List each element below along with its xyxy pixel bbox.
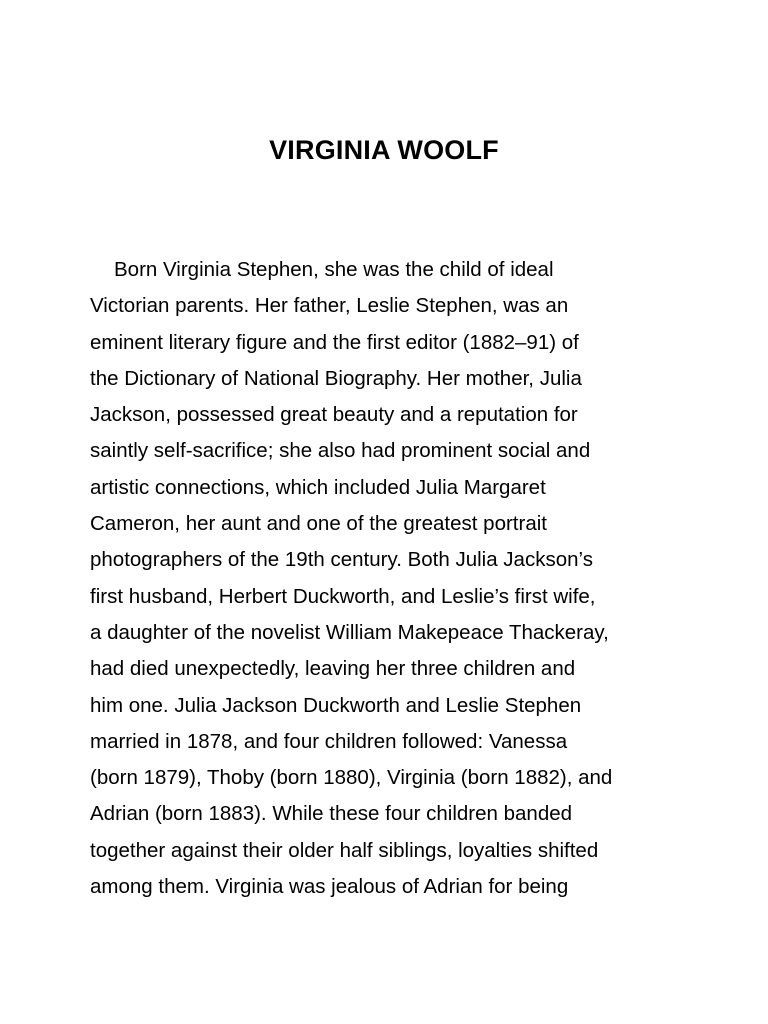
paragraph-line: first husband, Herbert Duckworth, and Leslie’s first wife, (90, 584, 596, 608)
paragraph-line: (born 1879), Thoby (born 1880), Virginia (born 1882), and (90, 766, 613, 790)
document-title: VIRGINIA WOOLF (269, 135, 499, 165)
paragraph-line: Born Virginia Stephen, she was the child of ideal (114, 258, 554, 281)
paragraph-line: photographers of the 19th century. Both Julia Jackson’s (90, 548, 593, 572)
paragraph-line: Adrian (born 1883). While these four children banded (90, 802, 573, 826)
paragraph-line: a daughter of the novelist William Makepeace Thackeray, (90, 620, 609, 644)
paragraph-line: artistic connections, which included Julia Margaret (90, 475, 546, 499)
paragraph-line: among them. Virginia was jealous of Adrian for being (90, 875, 569, 899)
body-paragraph (90, 252, 690, 905)
paragraph-line: Cameron, her aunt and one of the greatest portrait (90, 512, 547, 536)
paragraph-line: Victorian parents. Her father, Leslie Stephen, was an (90, 294, 569, 318)
paragraph-line: him one. Julia Jackson Duckworth and Leslie Stephen (90, 693, 582, 717)
paragraph-line: together against their older half siblings, loyalties shifted (90, 838, 599, 862)
paragraph-line: saintly self-sacrifice; she also had prominent social and (90, 439, 591, 463)
paragraph-line: had died unexpectedly, leaving her three children and (90, 657, 576, 681)
paragraph-line: Jackson, possessed great beauty and a reputation for (90, 403, 578, 427)
paragraph-line: married in 1878, and four children followed: Vanessa (90, 729, 568, 753)
paragraph-line: the Dictionary of National Biography. Her mother, Julia (90, 366, 582, 390)
paragraph-line: eminent literary figure and the first editor (1882–91) of (90, 330, 579, 354)
